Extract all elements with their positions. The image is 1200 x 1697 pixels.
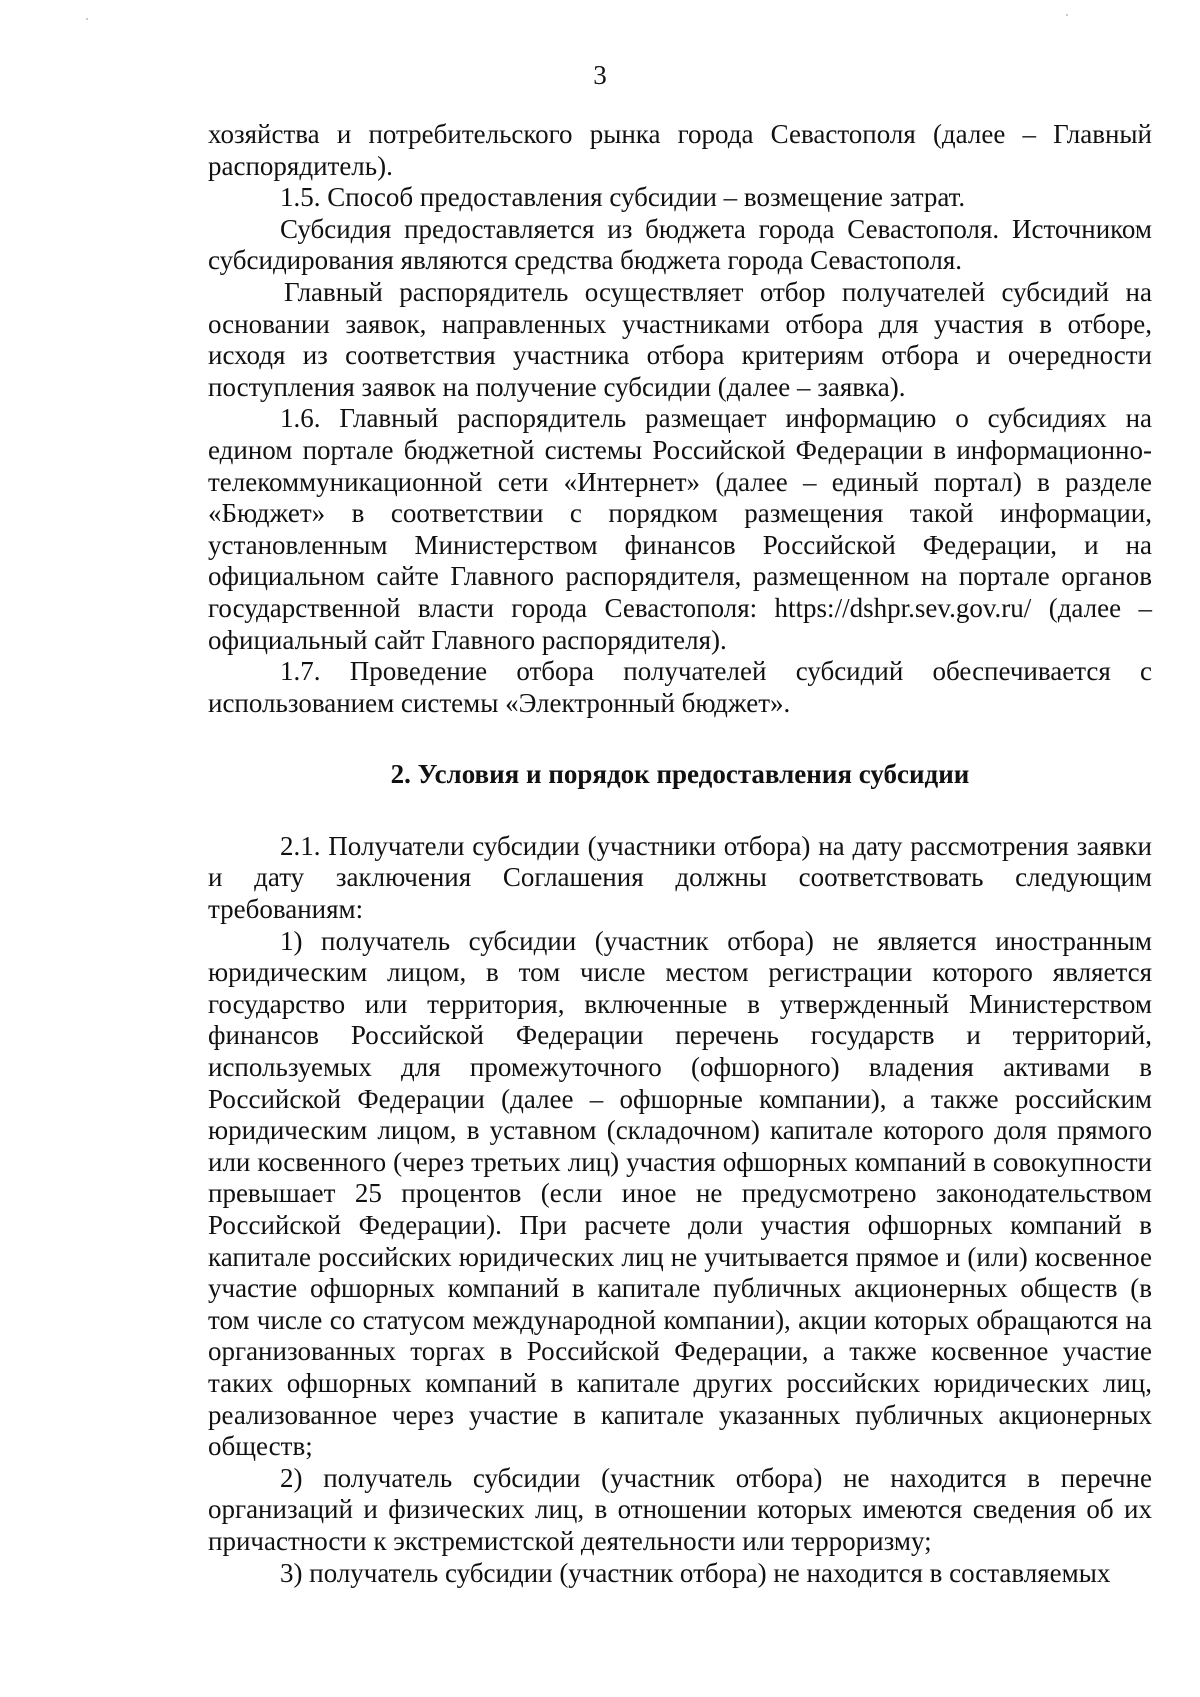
- section-heading: 2. Условия и порядок предоставления субсидии: [390, 759, 970, 790]
- paragraph-requirement-2: 2) получатель субсидии (участник отбора) не находится в перечне организаций и физических лиц, в отношении которых имеются сведения об их причастности к экстремистской деятельности или терроризму;: [208, 1462, 1152, 1556]
- scan-artifact: [86, 18, 88, 20]
- paragraph-1-5: 1.5. Способ предоставления субсидии – возмещение затрат.: [280, 182, 966, 213]
- paragraph-continuation: хозяйства и потребительского рынка города Севастополя (далее – Главный распорядитель).: [208, 119, 1152, 181]
- document-body: [208, 119, 1152, 1589]
- paragraph-2-1: 2.1. Получатели субсидии (участники отбора) на дату рассмотрения заявки и дату заключения Соглашения должны соответствовать следующим требованиям:: [208, 830, 1152, 925]
- page-number: 3: [593, 60, 607, 90]
- paragraph-1-7: 1.7. Проведение отбора получателей субсидий обеспечивается с использованием системы «Электронный бюджет».: [208, 656, 1152, 718]
- scan-artifact: [1066, 14, 1068, 16]
- paragraph-subsidy-source: Субсидия предоставляется из бюджета города Севастополя. Источником субсидирования являются средства бюджета города Севастополя.: [208, 213, 1152, 276]
- paragraph-requirement-3: 3) получатель субсидии (участник отбора) не находится в составляемых: [280, 1557, 1111, 1588]
- paragraph-requirement-1: 1) получатель субсидии (участник отбора) не является иностранным юридическим лицом, в том числе местом регистрации которого является государство или территория, включенные в утвержденный Министерством финансов Российской Федерации перечень государств и территорий, используемых для промежуточного (офшорного) владения активами в Российской Федерации (далее – офшорные компании), а также российским юридическим лицом, в уставном (складочном) капитале которого доля прямого или косвенного (через третьих лиц) участия офшорных компаний в совокупности превышает 25 процентов (если иное не предусмотрено законодательством Российской Федерации). При расчете доли участия офшорных компаний в капитале российских юридических лиц не учитывается прямое и (или) косвенное участие офшорных компаний в капитале публичных акционерных обществ (в том числе со статусом международной компании), акции которых обращаются на организованных торгах в Российской Федерации, а также косвенное участие таких офшорных компаний в капитале других российских юридических лиц, реализованное через участие в капитале указанных публичных акционерных обществ;: [208, 925, 1152, 1462]
- paragraph-1-6: 1.6. Главный распорядитель размещает информацию о субсидиях на едином портале бюджетной системы Российской Федерации в информационно-телекоммуникационной сети «Интернет» (далее – единый портал) в разделе «Бюджет» в соответствии с порядком размещения такой информации, установленным Министерством финансов Российской Федерации, и на официальном сайте Главного распорядителя, размещенном на портале органов государственной власти города Севастополя: https://dshpr.sev.gov.ru/ (далее – официальный сайт Главного распорядителя).: [208, 403, 1152, 655]
- paragraph-selection: Главный распорядитель осуществляет отбор получателей субсидий на основании заявок, направленных участниками отбора для участия в отборе, исходя из соответствия участника отбора критериям отбора и очередности поступления заявок на получение субсидии (далее – заявка).: [208, 276, 1152, 402]
